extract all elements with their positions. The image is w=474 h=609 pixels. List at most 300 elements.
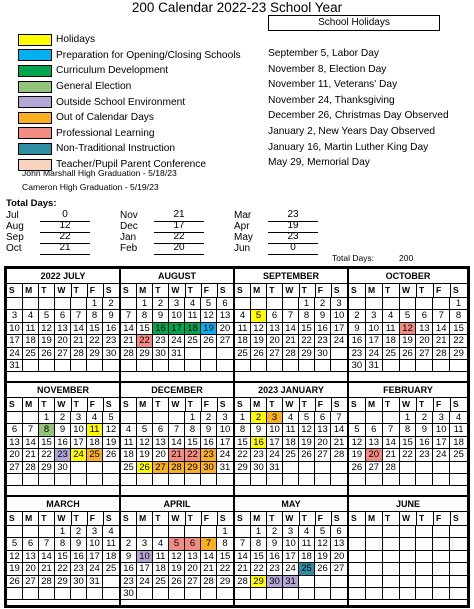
- day-cell: 14: [433, 323, 450, 335]
- weekday-label: W: [283, 398, 299, 411]
- day-cell: 11: [283, 424, 299, 436]
- day-cell: 24: [71, 449, 87, 461]
- day-cell: [366, 412, 383, 424]
- day-cell: [137, 588, 153, 600]
- day-cell: 9: [416, 424, 433, 436]
- day-cell: 23: [416, 449, 433, 461]
- day-cell: 16: [267, 551, 283, 563]
- day-cell: [400, 576, 417, 588]
- day-cell: 9: [251, 424, 267, 436]
- day-cell: 9: [55, 424, 71, 436]
- day-cell: 23: [201, 449, 217, 461]
- day-cell: 6: [153, 424, 169, 436]
- day-cell: [267, 360, 283, 372]
- weekday-label: W: [169, 284, 185, 297]
- day-cell: 10: [87, 538, 103, 550]
- weekday-label: F: [434, 512, 451, 525]
- day-cell: 25: [235, 348, 251, 360]
- day-cell: [400, 462, 417, 474]
- day-cell: 4: [235, 310, 251, 322]
- day-cell: 13: [267, 323, 283, 335]
- total-value: 17: [154, 220, 204, 233]
- legend-label: Outside School Environment: [56, 96, 186, 108]
- day-cell: 13: [153, 437, 169, 449]
- day-cell: 16: [416, 437, 433, 449]
- day-cell: [153, 526, 169, 538]
- day-cell: [87, 588, 103, 600]
- weekday-label: T: [267, 512, 283, 525]
- day-cell: 8: [400, 424, 417, 436]
- weekday-label: F: [316, 284, 332, 297]
- day-cell: 30: [121, 588, 137, 600]
- day-cell: 29: [251, 576, 267, 588]
- weekday-label: T: [300, 398, 316, 411]
- day-cell: 25: [23, 348, 39, 360]
- weekday-label: F: [202, 398, 218, 411]
- weekday-label: W: [169, 512, 185, 525]
- day-cell: 11: [450, 424, 467, 436]
- day-cell: [299, 588, 315, 600]
- day-cell: 27: [55, 348, 71, 360]
- day-cell: 27: [366, 462, 383, 474]
- day-cell: [383, 576, 400, 588]
- day-cell: [55, 298, 71, 310]
- day-cell: [137, 474, 153, 486]
- day-cell: [121, 526, 137, 538]
- day-cell: [71, 462, 87, 474]
- day-cell: 21: [201, 563, 217, 575]
- weekday-label: S: [333, 399, 340, 409]
- day-cell: 17: [217, 437, 233, 449]
- month-title: MARCH: [7, 497, 119, 512]
- day-cell: 30: [55, 462, 71, 474]
- day-cell: 29: [450, 348, 467, 360]
- day-cell: [103, 576, 119, 588]
- day-cell: 24: [267, 449, 283, 461]
- day-cell: 13: [23, 551, 39, 563]
- weekday-label: T: [417, 284, 434, 297]
- day-cell: 17: [87, 551, 103, 563]
- day-cell: 29: [217, 576, 233, 588]
- day-cell: 29: [299, 348, 315, 360]
- weekday-label: S: [349, 284, 366, 297]
- day-cell: [185, 348, 201, 360]
- day-cell: [23, 412, 39, 424]
- day-grid: [235, 412, 347, 486]
- day-cell: [235, 474, 251, 486]
- day-cell: [185, 526, 201, 538]
- day-cell: 10: [71, 424, 87, 436]
- day-cell: [349, 551, 366, 563]
- day-cell: 2: [416, 412, 433, 424]
- day-cell: [121, 298, 137, 310]
- day-cell: 22: [185, 449, 201, 461]
- weekday-label: T: [300, 284, 316, 297]
- total-month: Feb: [120, 243, 138, 254]
- holiday-entry: January 16, Martin Luther King Day: [268, 141, 429, 153]
- day-cell: [383, 298, 400, 310]
- weekday-label: M: [366, 284, 383, 297]
- day-cell: [450, 588, 467, 600]
- day-cell: 28: [121, 348, 137, 360]
- day-cell: 18: [450, 437, 467, 449]
- day-cell: [235, 526, 251, 538]
- day-cell: 22: [450, 335, 467, 347]
- weekday-label: M: [23, 398, 39, 411]
- day-cell: [400, 538, 417, 550]
- day-cell: 13: [55, 323, 71, 335]
- day-cell: 25: [153, 576, 169, 588]
- day-cell: 8: [450, 310, 467, 322]
- total-month: Mar: [234, 210, 252, 221]
- weekday-label: W: [400, 512, 417, 525]
- day-cell: 20: [185, 563, 201, 575]
- day-cell: 10: [331, 310, 347, 322]
- day-cell: 19: [7, 563, 23, 575]
- weekday-label: W: [400, 284, 417, 297]
- day-cell: 29: [137, 348, 153, 360]
- day-cell: 7: [383, 424, 400, 436]
- month-title: AUGUST: [121, 269, 233, 284]
- day-cell: 12: [201, 310, 217, 322]
- day-cell: 8: [185, 424, 201, 436]
- day-cell: [383, 474, 400, 486]
- day-cell: 29: [55, 576, 71, 588]
- day-cell: [349, 576, 366, 588]
- day-cell: [121, 474, 137, 486]
- day-cell: 11: [153, 551, 169, 563]
- day-cell: [267, 298, 283, 310]
- day-cell: 2: [251, 412, 267, 424]
- day-cell: [201, 474, 217, 486]
- day-cell: [315, 360, 331, 372]
- day-cell: 7: [283, 310, 299, 322]
- day-cell: 23: [55, 449, 71, 461]
- day-cell: 23: [267, 563, 283, 575]
- day-cell: 6: [185, 538, 201, 550]
- day-cell: 20: [331, 551, 347, 563]
- day-cell: 19: [169, 563, 185, 575]
- day-cell: 17: [283, 551, 299, 563]
- day-cell: [39, 526, 55, 538]
- month-title: NOVEMBER: [7, 383, 119, 398]
- day-cell: 23: [153, 335, 169, 347]
- day-grid: [121, 412, 233, 486]
- month-block: [6, 496, 120, 606]
- day-cell: [23, 588, 39, 600]
- total-value: 21: [154, 209, 204, 222]
- day-cell: 3: [217, 412, 233, 424]
- day-cell: 19: [315, 551, 331, 563]
- day-cell: 13: [7, 437, 23, 449]
- weekday-header: [121, 512, 233, 526]
- day-cell: 13: [315, 424, 331, 436]
- day-cell: [450, 576, 467, 588]
- day-cell: [39, 298, 55, 310]
- day-cell: 5: [103, 412, 119, 424]
- weekday-label: T: [39, 284, 55, 297]
- day-cell: [433, 563, 450, 575]
- legend-item: [18, 110, 268, 126]
- day-cell: 27: [267, 348, 283, 360]
- weekday-label: T: [72, 284, 88, 297]
- day-cell: [400, 551, 417, 563]
- day-cell: 21: [235, 563, 251, 575]
- day-cell: [169, 526, 185, 538]
- day-cell: [23, 474, 39, 486]
- day-cell: 30: [349, 360, 366, 372]
- day-cell: 26: [137, 462, 153, 474]
- day-cell: 6: [267, 310, 283, 322]
- legend-swatch: [18, 81, 52, 93]
- day-cell: [383, 526, 400, 538]
- day-cell: 15: [299, 323, 315, 335]
- day-cell: 15: [39, 437, 55, 449]
- day-cell: 2: [201, 412, 217, 424]
- weekday-label: F: [88, 284, 104, 297]
- day-cell: 8: [39, 424, 55, 436]
- day-cell: [331, 576, 347, 588]
- total-month: Apr: [234, 221, 250, 232]
- day-cell: 12: [7, 551, 23, 563]
- day-cell: 21: [71, 335, 87, 347]
- weekday-label: S: [121, 284, 137, 297]
- day-cell: 22: [299, 335, 315, 347]
- month-block: [120, 268, 234, 382]
- day-cell: 30: [153, 348, 169, 360]
- holidays-header: School Holidays: [268, 15, 440, 31]
- day-cell: 7: [235, 538, 251, 550]
- day-cell: 8: [251, 538, 267, 550]
- weekday-label: M: [137, 398, 153, 411]
- total-value: 22: [154, 231, 204, 244]
- day-cell: 20: [153, 449, 169, 461]
- day-cell: 5: [400, 310, 417, 322]
- day-cell: 17: [137, 563, 153, 575]
- total-month: Sep: [6, 232, 24, 243]
- day-cell: 20: [55, 335, 71, 347]
- day-cell: 21: [383, 449, 400, 461]
- total-month: Oct: [6, 243, 22, 254]
- total-value: 23: [268, 209, 318, 222]
- legend: [18, 32, 268, 172]
- day-cell: 27: [331, 563, 347, 575]
- day-cell: 5: [39, 310, 55, 322]
- day-cell: 11: [299, 538, 315, 550]
- day-cell: 10: [137, 551, 153, 563]
- day-cell: 1: [87, 298, 103, 310]
- day-cell: 1: [450, 298, 467, 310]
- day-cell: 19: [103, 437, 119, 449]
- day-cell: [433, 588, 450, 600]
- day-cell: 13: [416, 323, 433, 335]
- month-block: [234, 268, 348, 382]
- weekday-label: S: [105, 513, 112, 523]
- day-cell: 23: [71, 563, 87, 575]
- day-cell: 14: [121, 323, 137, 335]
- day-cell: 6: [416, 310, 433, 322]
- day-cell: [201, 526, 217, 538]
- day-cell: 14: [383, 437, 400, 449]
- month-block: [348, 382, 468, 496]
- day-cell: 7: [169, 424, 185, 436]
- day-cell: 31: [87, 576, 103, 588]
- weekday-label: M: [366, 398, 383, 411]
- day-cell: [39, 360, 55, 372]
- holiday-entry: November 11, Veterans' Day: [268, 79, 398, 91]
- day-cell: 17: [433, 437, 450, 449]
- day-cell: [71, 474, 87, 486]
- weekday-label: T: [72, 398, 88, 411]
- weekday-label: T: [383, 284, 400, 297]
- day-cell: [23, 298, 39, 310]
- day-cell: 6: [331, 526, 347, 538]
- weekday-label: S: [235, 398, 251, 411]
- day-cell: [450, 563, 467, 575]
- day-cell: [7, 588, 23, 600]
- day-cell: 31: [169, 348, 185, 360]
- weekday-label: T: [186, 398, 202, 411]
- day-cell: [400, 526, 417, 538]
- weekday-header: [235, 398, 347, 412]
- day-cell: 22: [235, 449, 251, 461]
- weekday-header: [7, 284, 119, 298]
- day-cell: [185, 474, 201, 486]
- weekday-label: T: [39, 512, 55, 525]
- day-cell: 26: [315, 563, 331, 575]
- day-cell: 15: [87, 323, 103, 335]
- legend-swatch: [18, 143, 52, 155]
- day-cell: 6: [7, 424, 23, 436]
- day-cell: 12: [315, 538, 331, 550]
- day-cell: 11: [121, 437, 137, 449]
- day-cell: [7, 412, 23, 424]
- day-cell: 15: [55, 551, 71, 563]
- day-cell: 11: [87, 424, 103, 436]
- weekday-label: S: [235, 284, 251, 297]
- day-cell: 21: [121, 335, 137, 347]
- day-cell: 5: [349, 424, 366, 436]
- day-cell: [315, 588, 331, 600]
- holiday-entry: November 8, Election Day: [268, 63, 387, 75]
- month-title: 2022 JULY: [7, 269, 119, 284]
- day-cell: 1: [251, 526, 267, 538]
- day-cell: 24: [217, 449, 233, 461]
- day-cell: [103, 462, 119, 474]
- day-cell: 5: [169, 538, 185, 550]
- day-cell: 23: [121, 576, 137, 588]
- total-value: 23: [268, 231, 318, 244]
- legend-label: Curriculum Development: [56, 65, 169, 77]
- day-cell: 19: [137, 449, 153, 461]
- day-cell: 28: [283, 348, 299, 360]
- day-cell: 1: [55, 526, 71, 538]
- month-title: JUNE: [349, 497, 467, 512]
- day-cell: [71, 588, 87, 600]
- weekday-header: [7, 398, 119, 412]
- day-cell: [383, 360, 400, 372]
- day-cell: 9: [201, 424, 217, 436]
- legend-item: [18, 32, 268, 48]
- legend-swatch: [18, 127, 52, 139]
- day-cell: [349, 474, 366, 486]
- legend-label: Non-Traditional Instruction: [56, 143, 176, 155]
- day-cell: [299, 462, 315, 474]
- weekday-label: S: [121, 398, 137, 411]
- day-cell: 18: [383, 335, 400, 347]
- day-cell: 3: [366, 310, 383, 322]
- day-cell: 20: [267, 335, 283, 347]
- day-cell: 2: [103, 298, 119, 310]
- weekday-label: W: [55, 512, 71, 525]
- day-cell: [121, 360, 137, 372]
- day-cell: [416, 360, 433, 372]
- weekday-label: F: [316, 398, 332, 411]
- month-block: [120, 382, 234, 496]
- day-cell: [201, 360, 217, 372]
- day-grid: [7, 526, 119, 600]
- day-cell: [137, 360, 153, 372]
- day-cell: 12: [169, 551, 185, 563]
- day-cell: 15: [185, 437, 201, 449]
- day-cell: 14: [169, 437, 185, 449]
- weekday-label: M: [23, 284, 39, 297]
- day-cell: [331, 474, 347, 486]
- day-cell: 28: [23, 462, 39, 474]
- legend-item: [18, 63, 268, 79]
- month-block: [234, 382, 348, 496]
- legend-swatch: [18, 49, 52, 61]
- day-cell: [433, 462, 450, 474]
- weekday-label: W: [283, 512, 299, 525]
- day-cell: 31: [366, 360, 383, 372]
- weekday-label: T: [72, 512, 88, 525]
- weekday-label: S: [349, 512, 366, 525]
- month-block: [120, 496, 234, 606]
- day-cell: 11: [23, 323, 39, 335]
- day-cell: [39, 474, 55, 486]
- day-cell: [416, 576, 433, 588]
- day-cell: [416, 588, 433, 600]
- day-cell: 12: [349, 437, 366, 449]
- day-cell: 7: [39, 538, 55, 550]
- day-cell: 19: [349, 449, 366, 461]
- day-cell: 22: [251, 563, 267, 575]
- legend-label: Teacher/Pupil Parent Conference: [56, 159, 207, 171]
- day-cell: 30: [315, 348, 331, 360]
- day-cell: 30: [267, 576, 283, 588]
- month-block: [6, 382, 120, 496]
- day-cell: 25: [299, 563, 315, 575]
- day-cell: 29: [39, 462, 55, 474]
- day-cell: 9: [315, 310, 331, 322]
- day-cell: [349, 298, 366, 310]
- day-cell: 1: [235, 412, 251, 424]
- weekday-label: T: [383, 398, 400, 411]
- day-cell: 14: [235, 551, 251, 563]
- day-cell: [366, 298, 383, 310]
- day-cell: 23: [315, 335, 331, 347]
- day-cell: [185, 588, 201, 600]
- day-cell: 2: [55, 412, 71, 424]
- weekday-header: [349, 284, 467, 298]
- day-cell: [251, 298, 267, 310]
- legend-swatch: [18, 112, 52, 124]
- day-cell: [283, 588, 299, 600]
- day-cell: 1: [39, 412, 55, 424]
- day-cell: 30: [71, 576, 87, 588]
- day-cell: 2: [349, 310, 366, 322]
